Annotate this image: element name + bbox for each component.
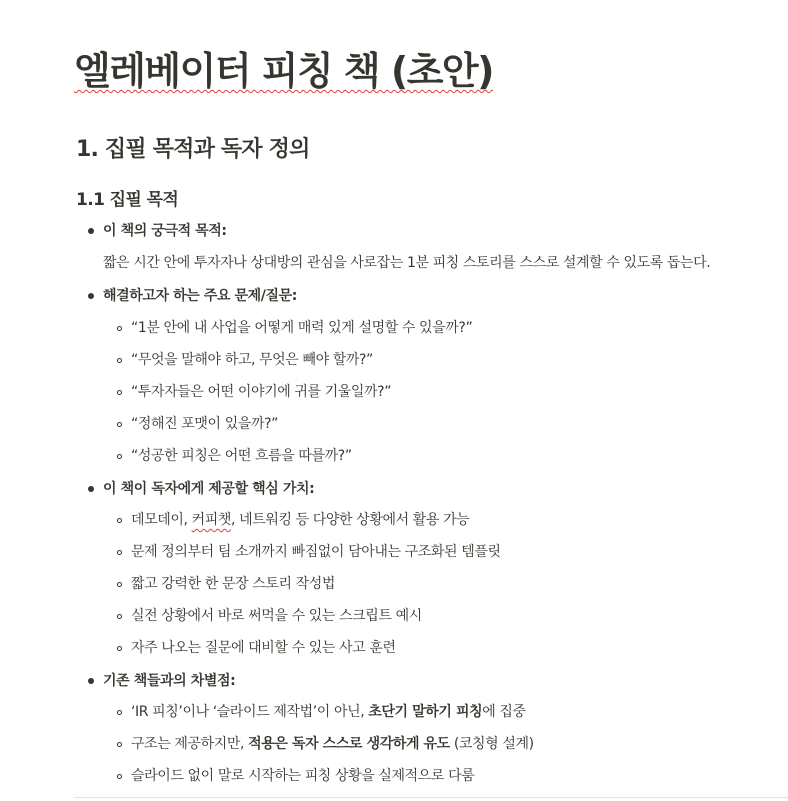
list-item: “무엇을 말해야 하고, 무엇은 빼야 할까?” (131, 352, 373, 368)
page-title-text: 엘레베이터 피칭 책 (초안) (74, 49, 494, 93)
bullet-circle (117, 454, 122, 459)
purpose-label: 이 책의 궁극적 목적: (103, 223, 227, 239)
bullet-circle (117, 710, 122, 715)
page-title (74, 40, 493, 95)
bullet-disc (88, 486, 94, 492)
list-item: 문제 정의부터 팀 소개까지 빠짐없이 담아내는 구조화된 템플릿 (131, 544, 501, 560)
bullet-circle (117, 422, 122, 427)
bullet-circle (117, 614, 122, 619)
list-item: 데모데이, 커피챗, 네트워킹 등 다양한 상황에서 활용 가능 (131, 512, 470, 528)
list-item: 슬라이드 없이 말로 시작하는 피칭 상황을 실제적으로 다룸 (131, 768, 475, 784)
bullet-circle (117, 646, 122, 651)
list-item: “성공한 피칭은 어떤 흐름을 따를까?” (131, 448, 352, 464)
bullet-circle (117, 326, 122, 331)
subsection-heading: 1.1 집필 목적 (76, 190, 179, 210)
divider (74, 797, 788, 798)
problems-label: 해결하고자 하는 주요 문제/질문: (103, 288, 297, 304)
bullet-disc (88, 293, 94, 299)
list-item: 실전 상황에서 바로 써먹을 수 있는 스크립트 예시 (131, 608, 422, 624)
bullet-circle (117, 742, 122, 747)
section-heading: 1. 집필 목적과 독자 정의 (76, 137, 310, 162)
list-item: “투자자들은 어떤 이야기에 귀를 기울일까?” (131, 384, 392, 400)
bullet-circle (117, 774, 122, 779)
spellcheck-word: 커피챗 (191, 512, 231, 528)
differences-label: 기존 책들과의 차별점: (103, 673, 236, 689)
bullet-circle (117, 358, 122, 363)
list-item: 자주 나오는 질문에 대비할 수 있는 사고 훈련 (131, 640, 396, 656)
bullet-circle (117, 518, 122, 523)
values-label: 이 책이 독자에게 제공할 핵심 가치: (103, 481, 315, 497)
purpose-text: 짧은 시간 안에 투자자나 상대방의 관심을 사로잡는 1분 피칭 스토리를 스스로 설계할 수 있도록 돕는다. (103, 255, 711, 271)
bullet-circle (117, 390, 122, 395)
bullet-disc (88, 678, 94, 684)
list-item: ‘IR 피칭’이나 ‘슬라이드 제작법’이 아닌, 초단기 말하기 피칭에 집중 (131, 704, 526, 720)
bullet-disc (88, 228, 94, 234)
bullet-circle (117, 550, 122, 555)
list-item: 짧고 강력한 한 문장 스토리 작성법 (131, 576, 335, 592)
list-item: 구조는 제공하지만, 적용은 독자 스스로 생각하게 유도 (코칭형 설계) (131, 736, 534, 752)
bullet-circle (117, 582, 122, 587)
list-item: “정해진 포맷이 있을까?” (131, 416, 278, 432)
list-item: “1분 안에 내 사업을 어떻게 매력 있게 설명할 수 있을까?” (131, 320, 473, 336)
